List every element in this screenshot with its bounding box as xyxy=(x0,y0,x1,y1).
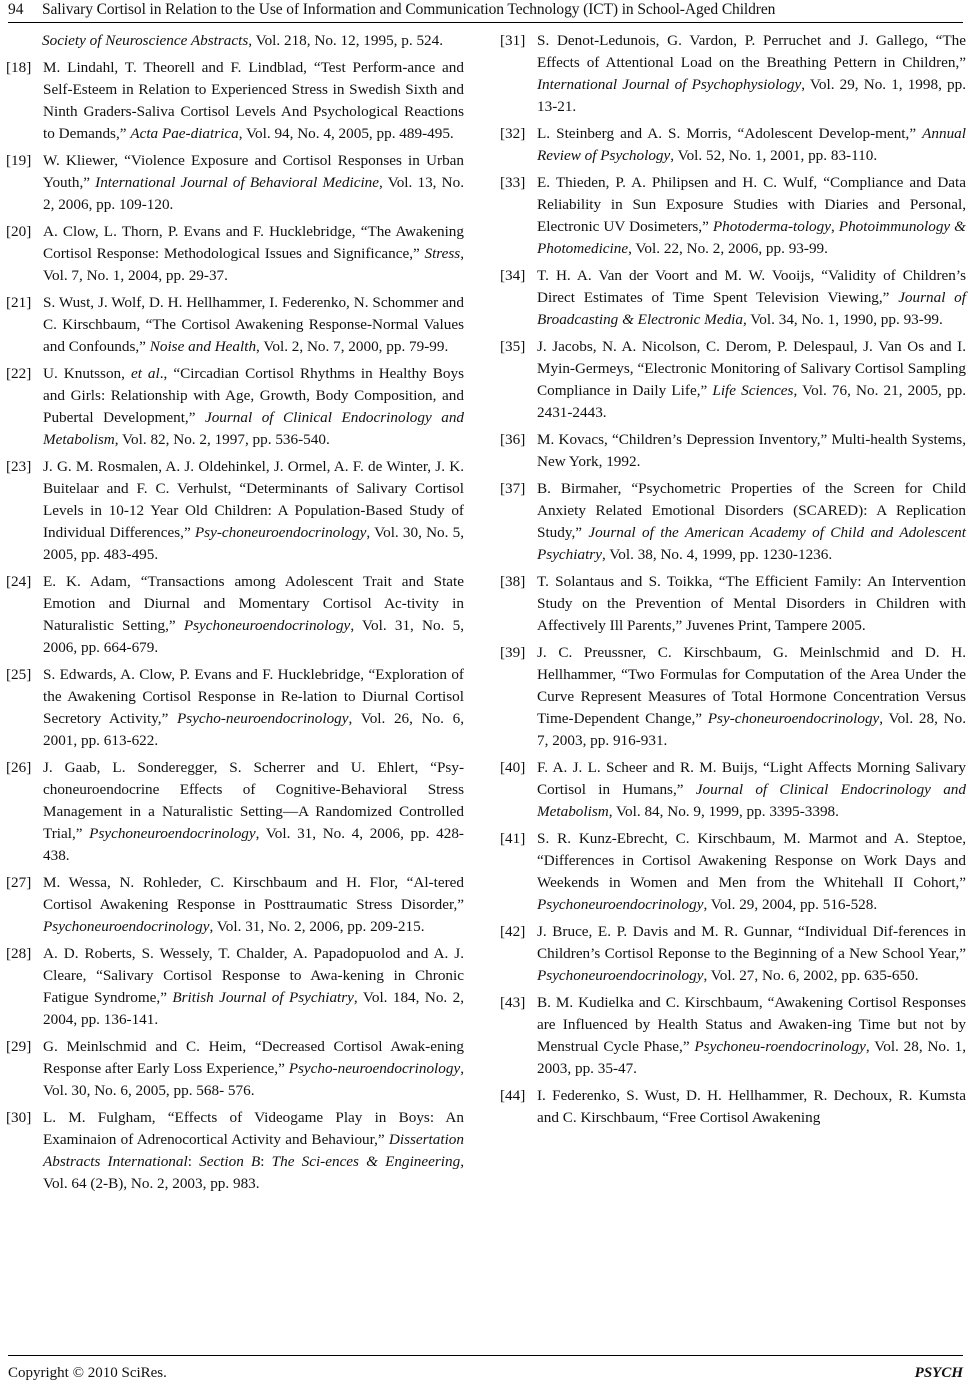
reference-text: S. Edwards, A. Clow, P. Evans and F. Hucklebridge, “Exploration of the Awakening Cortisol Response in Re-lation to Diurnal Cortisol Secretory Activity,” Psycho-neuroendocrinology, Vol. 26, No. 6, 2001, pp. 613-622. xyxy=(43,666,465,749)
reference-text: L. M. Fulgham, “Effects of Videogame Play in Boys: An Examinaion of Adrenocortical Activity and Behaviour,” Dissertation Abstracts International: Section B: The Sci-ences & Engineering, Vol. 64 (2-B), No. 2, 2003, pp. 983. xyxy=(43,1109,464,1192)
reference-text: T. Solantaus and S. Toikka, “The Efficient Family: An Intervention Study on the Prevention of Mental Disorders in Children with Affectively Ill Parents,” Juvenes Print, Tampere 2005. xyxy=(537,573,966,634)
reference-text: B. Birmaher, “Psychometric Properties of the Screen for Child Anxiety Related Emotional Disorders (SCARED): A Replication Study,” Journal of the American Academy of Child and Adolescent Psychiatry, Vol. 38, No. 4, 1999, pp. 1230-1236. xyxy=(537,480,966,563)
page-footer xyxy=(8,1355,963,1380)
reference-entry xyxy=(500,172,966,260)
reference-entry xyxy=(6,150,464,216)
reference-number: [43] xyxy=(500,994,526,1011)
reference-text: A. Clow, L. Thorn, P. Evans and F. Hucklebridge, “The Awakening Cortisol Response: Methodological Issues and Significance,” Stress, Vol. 7, No. 1, 2004, pp. 29-37. xyxy=(43,223,464,284)
reference-text: S. R. Kunz-Ebrecht, C. Kirschbaum, M. Marmot and A. Steptoe, “Differences in Cortisol Awakening Response on Work Days and Weekends in Women and Men from the Whitehall II Cohort,” Psychoneuroendocrinology, Vol. 29, 2004, pp. 516-528. xyxy=(537,830,966,913)
reference-text: J. Gaab, L. Sonderegger, S. Scherrer and U. Ehlert, “Psy-choneuroendocrine Effects of Cognitive-Behavioral Stress Management in a Naturalistic Setting—A Randomized Controlled Trial,” Psychoneuroendocrinology, Vol. 31, No. 4, 2006, pp. 428-438. xyxy=(43,759,464,864)
copyright-notice: Copyright © 2010 SciRes. xyxy=(8,1365,167,1381)
reference-entry xyxy=(500,921,966,987)
reference-number: [29] xyxy=(6,1038,32,1055)
running-header xyxy=(8,0,963,23)
reference-number: [30] xyxy=(6,1109,32,1126)
running-title: Salivary Cortisol in Relation to the Use of Information and Communication Technology (ICT) in School-Aged Children xyxy=(42,1,776,18)
journal-abbreviation: PSYCH xyxy=(914,1365,963,1381)
reference-entry xyxy=(6,57,464,145)
reference-number: [41] xyxy=(500,830,526,847)
reference-entry xyxy=(6,1036,464,1102)
reference-entry xyxy=(6,664,464,752)
reference-entry xyxy=(6,943,464,1031)
reference-entry xyxy=(500,30,966,118)
reference-text: S. Denot-Ledunois, G. Vardon, P. Perruchet and J. Gallego, “The Effects of Attentional Load on the Breathing Pettern in Children,” International Journal of Psychophysiology, Vol. 29, No. 1, 1998, pp. 13-21. xyxy=(537,32,966,115)
reference-entry xyxy=(500,1085,966,1129)
reference-number: [36] xyxy=(500,431,526,448)
reference-entry xyxy=(500,992,966,1080)
reference-text: U. Knutsson, et al., “Circadian Cortisol Rhythms in Healthy Boys and Girls: Relationship with Age, Growth, Body Composition, and Pubertal Development,” Journal of Clinical Endocrinology and Metabolism, Vol. 82, No. 2, 1997, pp. 536-540. xyxy=(43,365,465,448)
reference-text: E. Thieden, P. A. Philipsen and H. C. Wulf, “Compliance and Data Reliability in Sun Exposure Studies with Diaries and Personal, Electronic UV Dosimeters,” Photoderma-tology, Photoimmunology & Photomedicine, Vol. 22, No. 2, 2006, pp. 93-99. xyxy=(537,174,966,257)
reference-entry xyxy=(6,571,464,659)
reference-text: J. C. Preussner, C. Kirschbaum, G. Meinlschmid and D. H. Hellhammer, “Two Formulas for Computation of the Area Under the Curve Represent Measures of Total Hormone Concentration Versus Time-Dependent Change,” Psy-choneuroendocrinology, Vol. 28, No. 7, 2003, pp. 916-931. xyxy=(537,644,967,749)
reference-text: B. M. Kudielka and C. Kirschbaum, “Awakening Cortisol Responses are Influenced by Health Status and Awaken-ing Time but not by Menstrual Cycle Phase,” Psychoneu-roendocrinology, Vol. 28, No. 1, 2003, pp. 35-47. xyxy=(537,994,966,1077)
reference-number: [37] xyxy=(500,480,526,497)
reference-number: [19] xyxy=(6,152,32,169)
reference-text: M. Kovacs, “Children’s Depression Inventory,” Multi-health Systems, New York, 1992. xyxy=(537,431,966,470)
reference-entry xyxy=(6,757,464,867)
reference-text: F. A. J. L. Scheer and R. M. Buijs, “Light Affects Morning Salivary Cortisol in Humans,” Journal of Clinical Endocrinology and Metabolism, Vol. 84, No. 9, 1999, pp. 3395-3398. xyxy=(537,759,966,820)
reference-number: [31] xyxy=(500,32,526,49)
reference-entry xyxy=(6,456,464,566)
reference-number: [44] xyxy=(500,1087,526,1104)
reference-entry xyxy=(500,828,966,916)
reference-text: Society of Neuroscience Abstracts, Vol. 218, No. 12, 1995, p. 524. xyxy=(42,32,444,49)
reference-entry xyxy=(500,336,966,424)
reference-text: M. Wessa, N. Rohleder, C. Kirschbaum and H. Flor, “Al-tered Cortisol Awakening Response in Posttraumatic Stress Disorder,” Psychoneuroendocrinology, Vol. 31, No. 2, 2006, pp. 209-215. xyxy=(43,874,464,935)
reference-entry xyxy=(6,363,464,451)
reference-text: T. H. A. Van der Voort and M. W. Vooijs, “Validity of Children’s Direct Estimates of Time Spent Television Viewing,” Journal of Broadcasting & Electronic Media, Vol. 34, No. 1, 1990, pp. 93-99. xyxy=(537,267,966,328)
reference-entry xyxy=(6,1107,464,1195)
reference-number: [25] xyxy=(6,666,32,683)
reference-text: J. Jacobs, N. A. Nicolson, C. Derom, P. Delespaul, J. Van Os and I. Myin-Germeys, “Electronic Monitoring of Salivary Cortisol Sampling Compliance in Daily Life,” Life Sciences, Vol. 76, No. 21, 2005, pp. 2431-2443. xyxy=(537,338,966,421)
reference-text: I. Federenko, S. Wust, D. H. Hellhammer, R. Dechoux, R. Kumsta and C. Kirschbaum, “Free Cortisol Awakening xyxy=(537,1087,966,1126)
reference-text: S. Wust, J. Wolf, D. H. Hellhammer, I. Federenko, N. Schommer and C. Kirschbaum, “The Cortisol Awakening Response-Normal Values and Confounds,” Noise and Health, Vol. 2, No. 7, 2000, pp. 79-99. xyxy=(43,294,464,355)
reference-number: [42] xyxy=(500,923,526,940)
reference-number: [21] xyxy=(6,294,32,311)
reference-number: [23] xyxy=(6,458,32,475)
reference-number: [22] xyxy=(6,365,32,382)
reference-number: [20] xyxy=(6,223,32,240)
reference-entry xyxy=(500,123,966,167)
reference-entry xyxy=(500,571,966,637)
reference-entry xyxy=(500,642,966,752)
reference-text: A. D. Roberts, S. Wessely, T. Chalder, A. Papadopuolod and A. J. Cleare, “Salivary Cortisol Response to Awa-kening in Chronic Fatigue Syndrome,” British Journal of Psychiatry, Vol. 184, No. 2, 2004, pp. 136-141. xyxy=(43,945,465,1028)
reference-number: [18] xyxy=(6,59,32,76)
reference-text: W. Kliewer, “Violence Exposure and Cortisol Responses in Urban Youth,” International Journal of Behavioral Medicine, Vol. 13, No. 2, 2006, pp. 109-120. xyxy=(43,152,464,213)
reference-text: E. K. Adam, “Transactions among Adolescent Trait and State Emotion and Diurnal and Momentary Cortisol Ac-tivity in Naturalistic Setting,” Psychoneuroendocrinology, Vol. 31, No. 5, 2006, pp. 664-679. xyxy=(43,573,465,656)
reference-number: [35] xyxy=(500,338,526,355)
reference-number: [28] xyxy=(6,945,32,962)
reference-text: J. G. M. Rosmalen, A. J. Oldehinkel, J. Ormel, A. F. de Winter, J. K. Buitelaar and F. C. Verhulst, “Determinants of Salivary Cortisol Levels in 10-12 Year Old Children: A Population-Based Study of Individual Differences,” Psy-choneuroendocrinology, Vol. 30, No. 5, 2005, pp. 483-495. xyxy=(43,458,464,563)
reference-number: [32] xyxy=(500,125,526,142)
reference-entry xyxy=(500,265,966,331)
reference-entry xyxy=(6,30,464,52)
reference-entry xyxy=(6,872,464,938)
reference-text: L. Steinberg and A. S. Morris, “Adolescent Develop-ment,” Annual Review of Psychology, Vol. 52, No. 1, 2001, pp. 83-110. xyxy=(537,125,966,164)
reference-number: [26] xyxy=(6,759,32,776)
reference-number: [33] xyxy=(500,174,526,191)
reference-number: [27] xyxy=(6,874,32,891)
reference-number: [38] xyxy=(500,573,526,590)
reference-entry xyxy=(6,221,464,287)
reference-number: [34] xyxy=(500,267,526,284)
reference-number: [40] xyxy=(500,759,526,776)
reference-column-right xyxy=(500,30,966,1134)
reference-entry xyxy=(6,292,464,358)
reference-text: G. Meinlschmid and C. Heim, “Decreased Cortisol Awak-ening Response after Early Loss Experience,” Psycho-neuroendocrinology, Vol. 30, No. 6, 2005, pp. 568- 576. xyxy=(43,1038,464,1099)
page-number: 94 xyxy=(8,1,24,18)
reference-entry xyxy=(500,757,966,823)
reference-text: J. Bruce, E. P. Davis and M. R. Gunnar, “Individual Dif-ferences in Children’s Cortisol Reponse to the Beginning of a New School Year,” Psychoneuroendocrinology, Vol. 27, No. 6, 2002, pp. 635-650. xyxy=(537,923,966,984)
reference-number: [39] xyxy=(500,644,526,661)
reference-number: [24] xyxy=(6,573,32,590)
reference-text: M. Lindahl, T. Theorell and F. Lindblad, “Test Perform-ance and Self-Esteem in Relation to Experienced Stress in Swedish Sixth and Ninth Graders-Saliva Cortisol Levels And Psychological Reactions to Demands,” Acta Pae-diatrica, Vol. 94, No. 4, 2005, pp. 489-495. xyxy=(43,59,464,142)
reference-entry xyxy=(500,429,966,473)
reference-column-left xyxy=(6,30,464,1200)
reference-entry xyxy=(500,478,966,566)
